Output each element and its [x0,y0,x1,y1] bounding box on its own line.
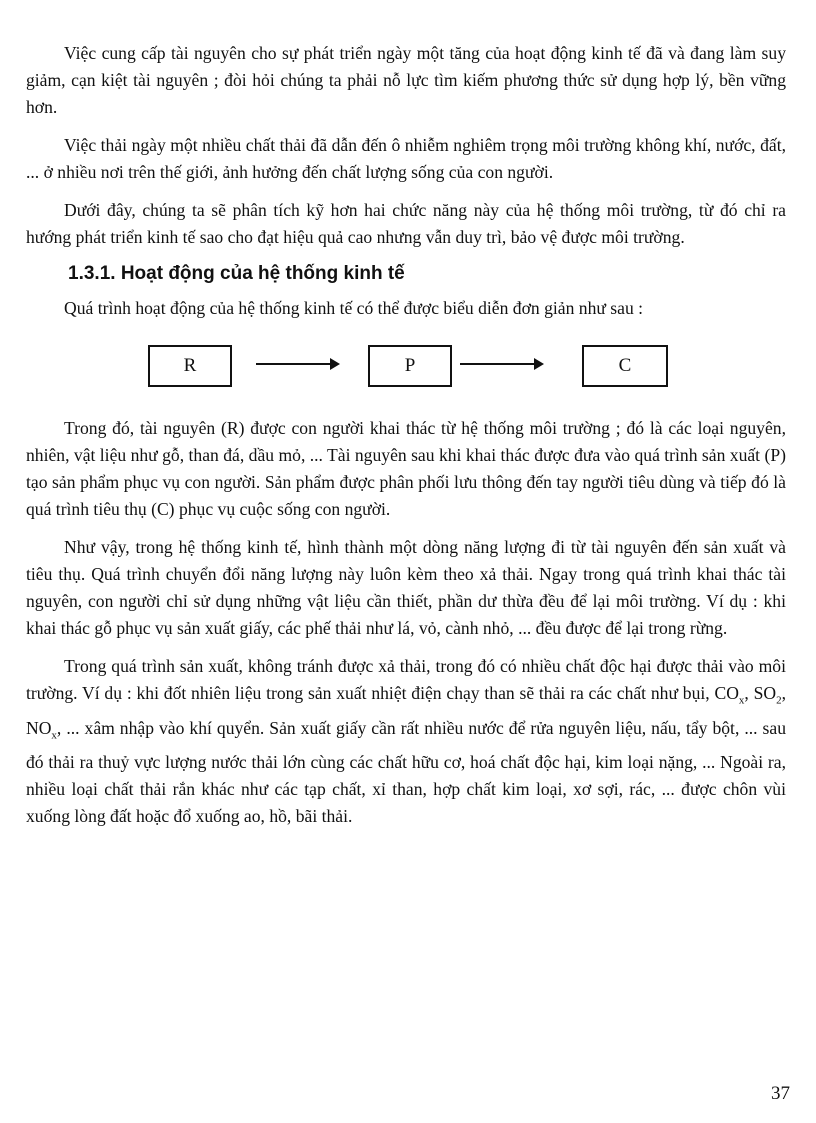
formula-sep-1: , [744,683,754,703]
formula-so: SO [753,683,777,703]
arrow-r-to-p [256,363,338,365]
paragraph-3: Dưới đây, chúng ta sẽ phân tích kỹ hơn hai chức năng này của hệ thống môi trường, từ đó chỉ ra hướng phát triển kinh tế sao cho đạt hiệu quả cao nhưng vẫn duy trì, bảo vệ được môi trường. [26,200,786,247]
paragraph-7 [26,653,786,830]
formula-so-sub: 2 [776,694,782,707]
formula-co-sub: x [738,694,745,707]
paragraph-2: Việc thải ngày một nhiều chất thải đã dẫn đến ô nhiễm nghiêm trọng môi trường không khí, nước, đất, ... ở nhiều nơi trên thế giới, ảnh hưởng đến chất lượng sống của con người. [26,135,786,182]
section-title: 1.3.1. Hoạt động của hệ thống kinh tế [68,263,405,284]
paragraph-6: Như vậy, trong hệ thống kinh tế, hình thành một dòng năng lượng đi từ tài nguyên đến sản xuất và tiêu thụ. Quá trình chuyển đổi năng lượng này luôn kèm theo xả thải. Ngay trong quá trình khai thác tài nguyên, con người chỉ sử dụng những vật liệu cần thiết, phần dư thừa đều để lại môi trường. Ví dụ : khi khai thác gỗ phục vụ sản xuất giấy, các phế thải như lá, vỏ, cành nhỏ, ... đều được để lại trong rừng. [26,537,786,638]
formula-sep-2: , [781,683,787,703]
formula-no: NO [26,717,52,738]
box-c-label: C [618,355,632,376]
box-p-label: P [404,355,416,376]
box-c [582,345,668,387]
formula-co: CO [714,683,739,703]
box-r [148,345,232,387]
paragraph-4: Quá trình hoạt động của hệ thống kinh tế có thể được biểu diễn đơn giản như sau : [64,298,644,318]
paragraph-1: Việc cung cấp tài nguyên cho sự phát triển ngày một tăng của hoạt động kinh tế đã và đang làm suy giảm, cạn kiệt tài nguyên ; đòi hỏi chúng ta phải nỗ lực tìm kiếm phương thức sử dụng hợp lý, bền vững hơn. [26,43,786,117]
page-content [26,40,786,841]
rpc-flow-diagram [26,333,786,403]
paragraph-5: Trong đó, tài nguyên (R) được con người khai thác từ hệ thống môi trường ; đó là các loại nguyên, nhiên, vật liệu như gỗ, than đá, dầu mỏ, ... Tài nguyên sau khi khai thác được đưa vào quá trình sản xuất (P) tạo sản phẩm phục vụ con người. Sản phẩm được phân phối lưu thông đến tay người tiêu dùng và tiếp đó là quá trình tiêu thụ (C) phục vụ cuộc sống con người. [26,418,786,519]
paragraph-7-part-a: Trong quá trình sản xuất, không tránh được xả thải, trong đó có nhiều chất độc hại được thải vào môi trường. Ví dụ : khi đốt nhiên liệu trong sản xuất nhiệt điện chạy than sẽ thải ra các chất như bụi, [26,656,786,703]
arrow-p-to-c [460,363,542,365]
box-p [368,345,452,387]
box-r-label: R [183,355,197,376]
formula-no-sub: x [51,729,57,742]
page-number: 37 [771,1083,790,1104]
paragraph-7-part-b: , ... xâm nhập vào khí quyển. Sản xuất giấy cần rất nhiều nước để rửa nguyên liệu, nấu, tẩy bột, ... sau đó thải ra thuỷ vực lượng nước thải lớn cùng các chất hữu cơ, hoá chất độc hại, kim loại nặng, ... Ngoài ra, nhiều loại chất thải rắn khác như các tạp chất, xỉ than, hợp chất kim loại, xơ sợi, rác, ... được chôn vùi xuống lòng đất hoặc đổ xuống ao, hồ, bãi thải. [26,717,786,827]
